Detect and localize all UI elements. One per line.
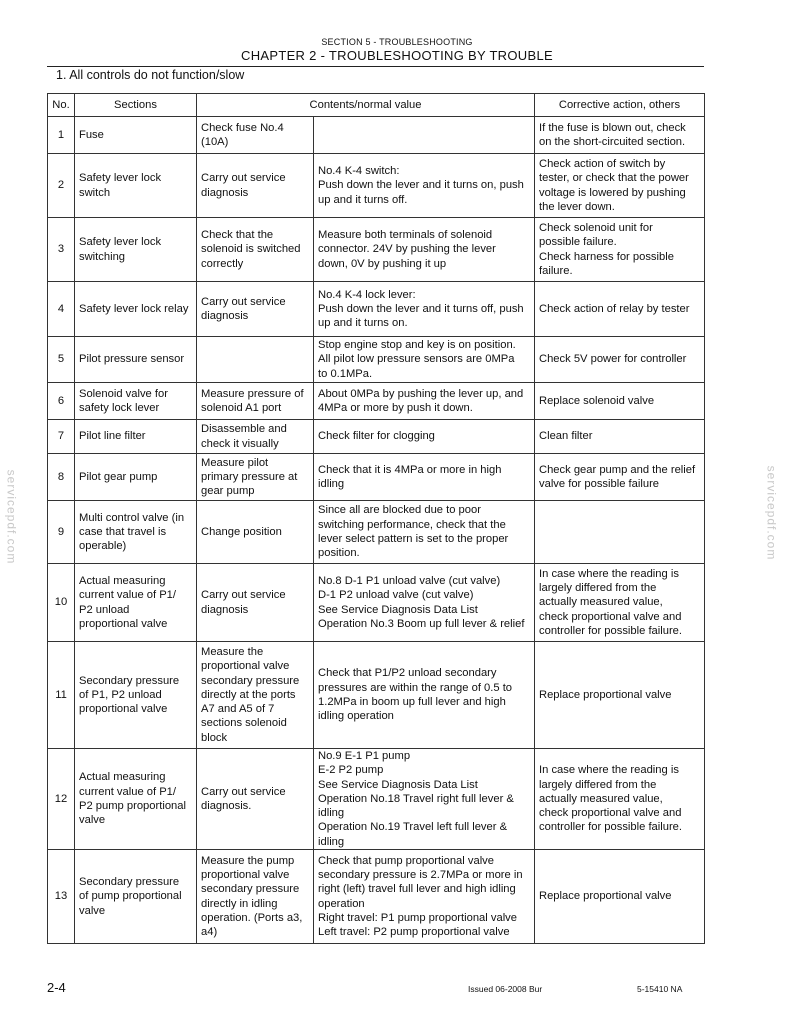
row-corrective-action-text: Replace solenoid valve	[539, 394, 655, 407]
row-normal-value-text: No.9 E-1 P1 pump E-2 P2 pump See Service Diagnosis Data List Operation No.18 Travel right full lever & idling Operation No.19 Travel left full lever & idling	[318, 750, 514, 848]
row-number	[48, 420, 75, 454]
row-normal-value-text: No.4 K-4 lock lever: Push down the lever and it turns off, push up and it turns on.	[318, 288, 524, 330]
watermark-right: servicepdf.com	[764, 465, 779, 561]
watermark-left: servicepdf.com	[4, 469, 19, 565]
row-corrective-action	[535, 117, 705, 154]
row-number	[48, 454, 75, 501]
row-number-text: 2	[57, 179, 65, 192]
row-corrective-action	[535, 454, 705, 501]
row-corrective-action	[535, 642, 705, 749]
row-number	[48, 749, 75, 850]
row-check-method-text: Carry out service diagnosis	[201, 295, 286, 322]
row-number-text: 12	[54, 792, 68, 805]
row-number-text: 11	[55, 688, 67, 701]
table-row	[48, 749, 705, 850]
table-row	[48, 454, 705, 501]
row-normal-value-text: Check that P1/P2 unload secondary pressures are within the range of 0.5 to 1.2MPa in boom up full lever and high idling operation	[318, 667, 513, 723]
row-normal-value	[314, 420, 535, 454]
row-corrective-action	[535, 337, 705, 383]
row-section-text: Pilot gear pump	[79, 470, 158, 483]
row-normal-value	[314, 383, 535, 420]
row-section-text: Solenoid valve for safety lock lever	[79, 387, 168, 414]
row-section-text: Secondary pressure of pump proportional valve	[79, 876, 182, 917]
row-check-method-text: Measure pressure of solenoid A1 port	[201, 387, 304, 414]
row-corrective-action-text: Check 5V power for controller	[539, 353, 687, 366]
row-section	[75, 383, 197, 420]
row-number	[48, 282, 75, 337]
row-number	[48, 154, 75, 218]
row-number-text: 4	[57, 302, 65, 315]
row-corrective-action-text: Check action of relay by tester	[539, 302, 690, 315]
row-normal-value	[314, 749, 535, 850]
row-number-text: 13	[54, 890, 68, 903]
table-row	[48, 337, 705, 383]
row-number-text: 3	[57, 243, 65, 256]
row-normal-value-text: No.4 K-4 switch: Push down the lever and it turns on, push up and it turns off.	[318, 165, 524, 206]
row-number	[48, 117, 75, 154]
row-section	[75, 218, 197, 282]
table-row	[48, 383, 705, 420]
row-check-method-text: Disassemble and check it visually	[201, 423, 287, 450]
row-section	[75, 850, 197, 944]
row-normal-value	[314, 337, 535, 383]
row-section-text: Safety lever lock relay	[79, 302, 189, 315]
table-header-row	[48, 94, 705, 117]
table-row	[48, 501, 705, 564]
row-check-method	[197, 749, 314, 850]
row-section	[75, 749, 197, 850]
row-check-method	[197, 218, 314, 282]
row-normal-value-text: Check filter for clogging	[318, 430, 435, 443]
row-section	[75, 564, 197, 642]
row-check-method-text: Change position	[201, 525, 282, 538]
row-section	[75, 454, 197, 501]
table-row	[48, 850, 705, 944]
row-section	[75, 154, 197, 218]
row-normal-value-text: About 0MPa by pushing the lever up, and 4MPa or more by push it down.	[318, 387, 524, 414]
row-section-text: Fuse	[79, 128, 104, 141]
column-header-no: No.	[48, 94, 75, 117]
row-corrective-action	[535, 383, 705, 420]
row-number-text: 10	[54, 596, 68, 609]
row-check-method-text: Check that the solenoid is switched correctly	[201, 229, 301, 270]
row-normal-value-text: Since all are blocked due to poor switching performance, check that the lever select pattern is set to the proper position.	[318, 504, 509, 560]
row-corrective-action	[535, 420, 705, 454]
document-number: 5-15410 NA	[637, 984, 683, 994]
table-body	[48, 117, 705, 944]
row-section	[75, 501, 197, 564]
row-check-method	[197, 501, 314, 564]
row-normal-value	[314, 282, 535, 337]
row-corrective-action	[535, 749, 705, 850]
row-check-method	[197, 383, 314, 420]
row-number-text: 6	[57, 394, 65, 407]
row-number-text: 9	[57, 525, 65, 538]
page-number: 2-4	[47, 980, 66, 995]
row-section-text: Pilot pressure sensor	[79, 353, 185, 366]
row-corrective-action-text: If the fuse is blown out, check on the short-circuited section.	[539, 121, 686, 148]
row-check-method	[197, 282, 314, 337]
row-number	[48, 218, 75, 282]
row-corrective-action-text: Replace proportional valve	[539, 688, 672, 701]
row-check-method-text: Check fuse No.4 (10A)	[201, 121, 284, 148]
row-check-method	[197, 564, 314, 642]
row-number-text: 5	[57, 353, 65, 366]
row-normal-value	[314, 501, 535, 564]
row-section-text: Multi control valve (in case that travel is operable)	[79, 511, 185, 553]
row-number-text: 1	[57, 128, 65, 141]
row-check-method-text: Carry out service diagnosis	[201, 172, 286, 199]
row-number	[48, 642, 75, 749]
row-section	[75, 282, 197, 337]
row-normal-value	[314, 850, 535, 944]
chapter-title: CHAPTER 2 - TROUBLESHOOTING BY TROUBLE	[241, 48, 553, 63]
table-row	[48, 117, 705, 154]
row-corrective-action-text: Check solenoid unit for possible failure. Check harness for possible failure.	[539, 221, 674, 277]
row-section-text: Actual measuring current value of P1/ P2 unload proportional valve	[79, 574, 177, 630]
row-check-method	[197, 850, 314, 944]
row-section-text: Secondary pressure of P1, P2 unload proportional valve	[79, 674, 180, 716]
row-check-method	[197, 420, 314, 454]
row-number	[48, 383, 75, 420]
column-header-sections: Sections	[75, 94, 197, 117]
row-normal-value	[314, 218, 535, 282]
row-section	[75, 420, 197, 454]
row-section	[75, 337, 197, 383]
row-number	[48, 850, 75, 944]
row-corrective-action-text: Check action of switch by tester, or check that the power voltage is lowered by pushing the lever down.	[539, 157, 689, 213]
row-number-text: 7	[57, 430, 65, 443]
row-check-method	[197, 154, 314, 218]
row-check-method	[197, 337, 314, 383]
row-check-method	[197, 454, 314, 501]
row-check-method	[197, 117, 314, 154]
row-check-method-text: Carry out service diagnosis	[201, 589, 286, 616]
column-header-corrective-action: Corrective action, others	[535, 94, 705, 117]
row-check-method-text: Measure the proportional valve secondary pressure directly at the ports A7 and A5 of 7 sections solenoid block	[201, 645, 300, 744]
table-row	[48, 218, 705, 282]
row-corrective-action	[535, 850, 705, 944]
row-check-method-text: Measure pilot primary pressure at gear pump	[201, 456, 298, 498]
row-section-text: Safety lever lock switching	[79, 236, 162, 263]
row-corrective-action-text: Clean filter	[539, 430, 593, 443]
row-normal-value-text: No.8 D-1 P1 unload valve (cut valve) D-1 P2 unload valve (cut valve) See Service Diagnosis Data List Operation No.3 Boom up full lever & relief	[318, 574, 525, 630]
row-corrective-action-text: Check gear pump and the relief valve for possible failure	[539, 463, 696, 490]
table-row	[48, 282, 705, 337]
row-number	[48, 337, 75, 383]
section-heading: SECTION 5 - TROUBLESHOOTING	[321, 37, 473, 47]
header-divider	[47, 66, 704, 67]
row-corrective-action-text: Replace proportional valve	[539, 890, 672, 903]
row-normal-value-text: Check that pump proportional valve secondary pressure is 2.7MPa or more in right (left) travel full lever and high idling operation Right travel: P1 pump proportional valve Left travel: P2 pump proportional valve	[318, 854, 523, 939]
troubleshooting-table	[47, 93, 705, 944]
row-normal-value	[314, 564, 535, 642]
row-normal-value-text: Check that it is 4MPa or more in high idling	[318, 463, 502, 490]
row-corrective-action	[535, 282, 705, 337]
row-section-text: Pilot line filter	[79, 430, 146, 443]
row-check-method-text: Measure the pump proportional valve secondary pressure directly in idling operation. (Ports a3, a4)	[201, 854, 303, 939]
row-corrective-action-text: In case where the reading is largely differed from the actually measured value, check proportional valve and controller for possible failure.	[539, 764, 683, 834]
issue-date: Issued 06-2008 Bur	[468, 984, 543, 994]
row-section-text: Safety lever lock switch	[79, 172, 162, 199]
row-normal-value-text: Measure both terminals of solenoid connector. 24V by pushing the lever down, 0V by pushing it up	[318, 229, 496, 270]
row-check-method-text: Carry out service diagnosis.	[201, 785, 286, 813]
row-normal-value	[314, 454, 535, 501]
row-number-text: 8	[57, 470, 65, 483]
row-corrective-action	[535, 501, 705, 564]
row-section-text: Actual measuring current value of P1/ P2 pump proportional valve	[79, 771, 186, 827]
row-normal-value	[314, 642, 535, 749]
row-corrective-action-text: In case where the reading is largely differed from the actually measured value, check proportional valve and controller for possible failure.	[539, 567, 683, 637]
row-corrective-action	[535, 564, 705, 642]
column-header-contents: Contents/normal value	[197, 94, 535, 117]
row-normal-value-text: Stop engine stop and key is on position. All pilot low pressure sensors are 0MPa to 0.1MPa.	[318, 339, 516, 380]
row-section	[75, 117, 197, 154]
row-normal-value	[314, 154, 535, 218]
row-number	[48, 501, 75, 564]
row-corrective-action	[535, 218, 705, 282]
table-row	[48, 420, 705, 454]
table-row	[48, 564, 705, 642]
table-row	[48, 154, 705, 218]
row-section	[75, 642, 197, 749]
row-number	[48, 564, 75, 642]
topic-title: 1. All controls do not function/slow	[56, 68, 245, 82]
row-corrective-action	[535, 154, 705, 218]
row-normal-value	[314, 117, 535, 154]
row-check-method	[197, 642, 314, 749]
table-row	[48, 642, 705, 749]
